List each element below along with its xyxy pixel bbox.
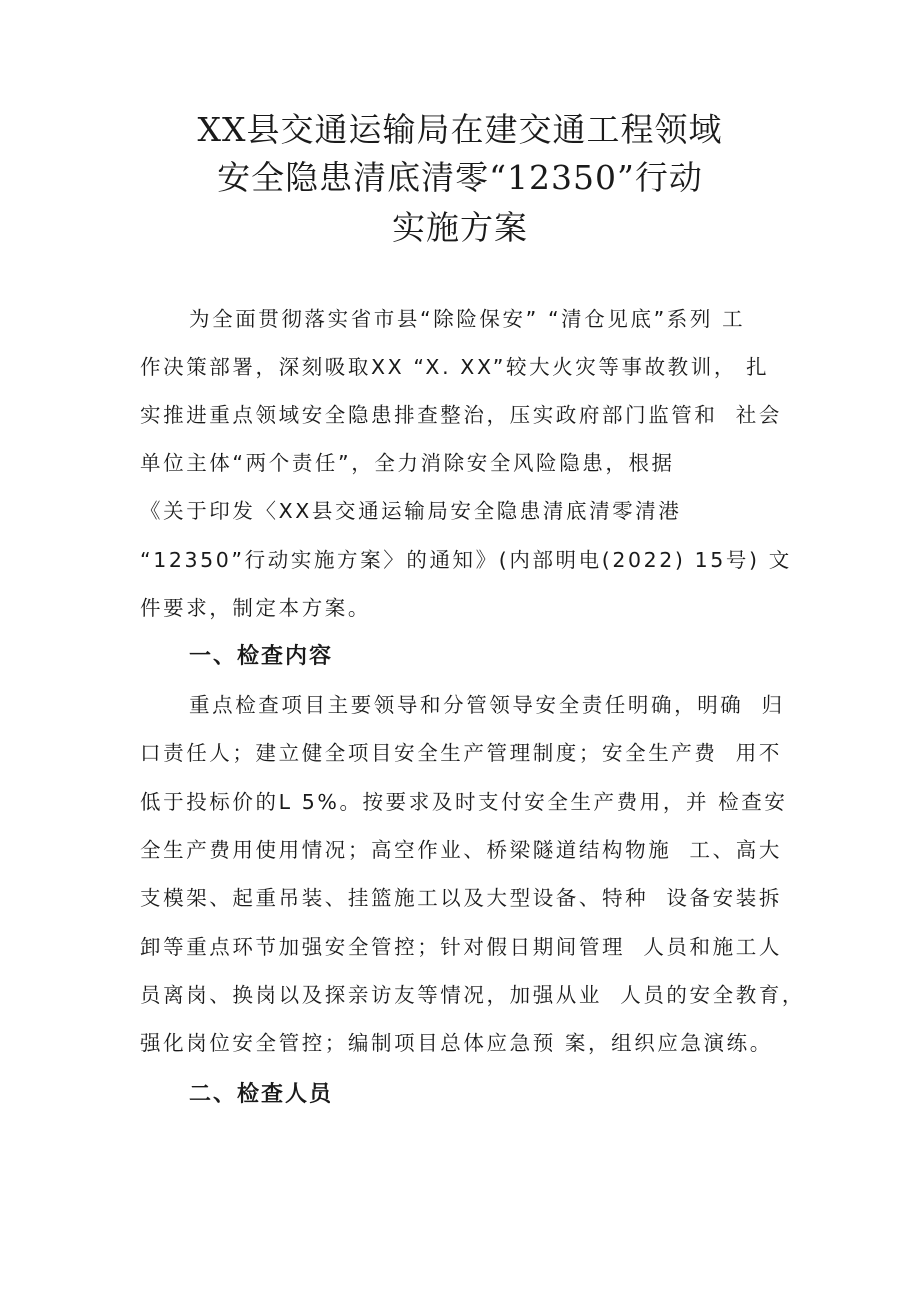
intro-paragraph-line: 件要求，制定本方案。 xyxy=(140,596,371,620)
intro-paragraph-line: 《关于印发〈XX县交通运输局安全隐患清底清零清港 xyxy=(140,499,682,523)
intro-paragraph-line: 实推进重点领域安全隐患排查整治，压实政府部门监管和 社会 xyxy=(140,403,782,427)
intro-paragraph-line: 为全面贯彻落实省市县“除险保安” “清仓见底”系列 工 xyxy=(189,307,746,331)
section1-paragraph-line: 全生产费用使用情况；高空作业、桥梁隧道结构物施 工、高大 xyxy=(140,838,782,862)
section-heading-inspection-personnel: 二、检查人员 xyxy=(189,1082,334,1107)
section1-paragraph-line: 员离岗、换岗以及探亲访友等情况，加强从业 人员的安全教育， xyxy=(140,983,806,1007)
section1-paragraph-line: 支模架、起重吊装、挂篮施工以及大型设备、特种 设备安装拆 xyxy=(140,886,782,910)
section1-paragraph-line: 卸等重点环节加强安全管控；针对假日期间管理 人员和施工人 xyxy=(140,935,782,959)
section-heading-inspection-content: 一、检查内容 xyxy=(189,644,334,669)
intro-paragraph-line: “12350”行动实施方案〉的通知》(内部明电(2022) 15号) 文 xyxy=(140,548,792,572)
document-title-line-2: 安全隐患清底清零“12350”行动 xyxy=(217,158,703,197)
section1-paragraph-line: 口责任人；建立健全项目安全生产管理制度；安全生产费 用不 xyxy=(140,741,782,765)
intro-paragraph-line: 单位主体“两个责任”，全力消除安全风险隐患，根据 xyxy=(140,451,675,475)
intro-paragraph-line: 作决策部署，深刻吸取XX “X. XX”较大火灾等事故教训， 扎 xyxy=(140,355,770,379)
document-title-line-1: XX县交通运输局在建交通工程领域 xyxy=(197,110,723,149)
section1-paragraph-line: 低于投标价的L 5%。按要求及时支付安全生产费用，并 检查安 xyxy=(140,790,788,814)
section1-paragraph-line: 强化岗位安全管控；编制项目总体应急预 案，组织应急演练。 xyxy=(140,1031,773,1055)
document-title-line-3: 实施方案 xyxy=(392,208,528,247)
section1-paragraph-line: 重点检查项目主要领导和分管领导安全责任明确，明确 归 xyxy=(189,693,785,717)
